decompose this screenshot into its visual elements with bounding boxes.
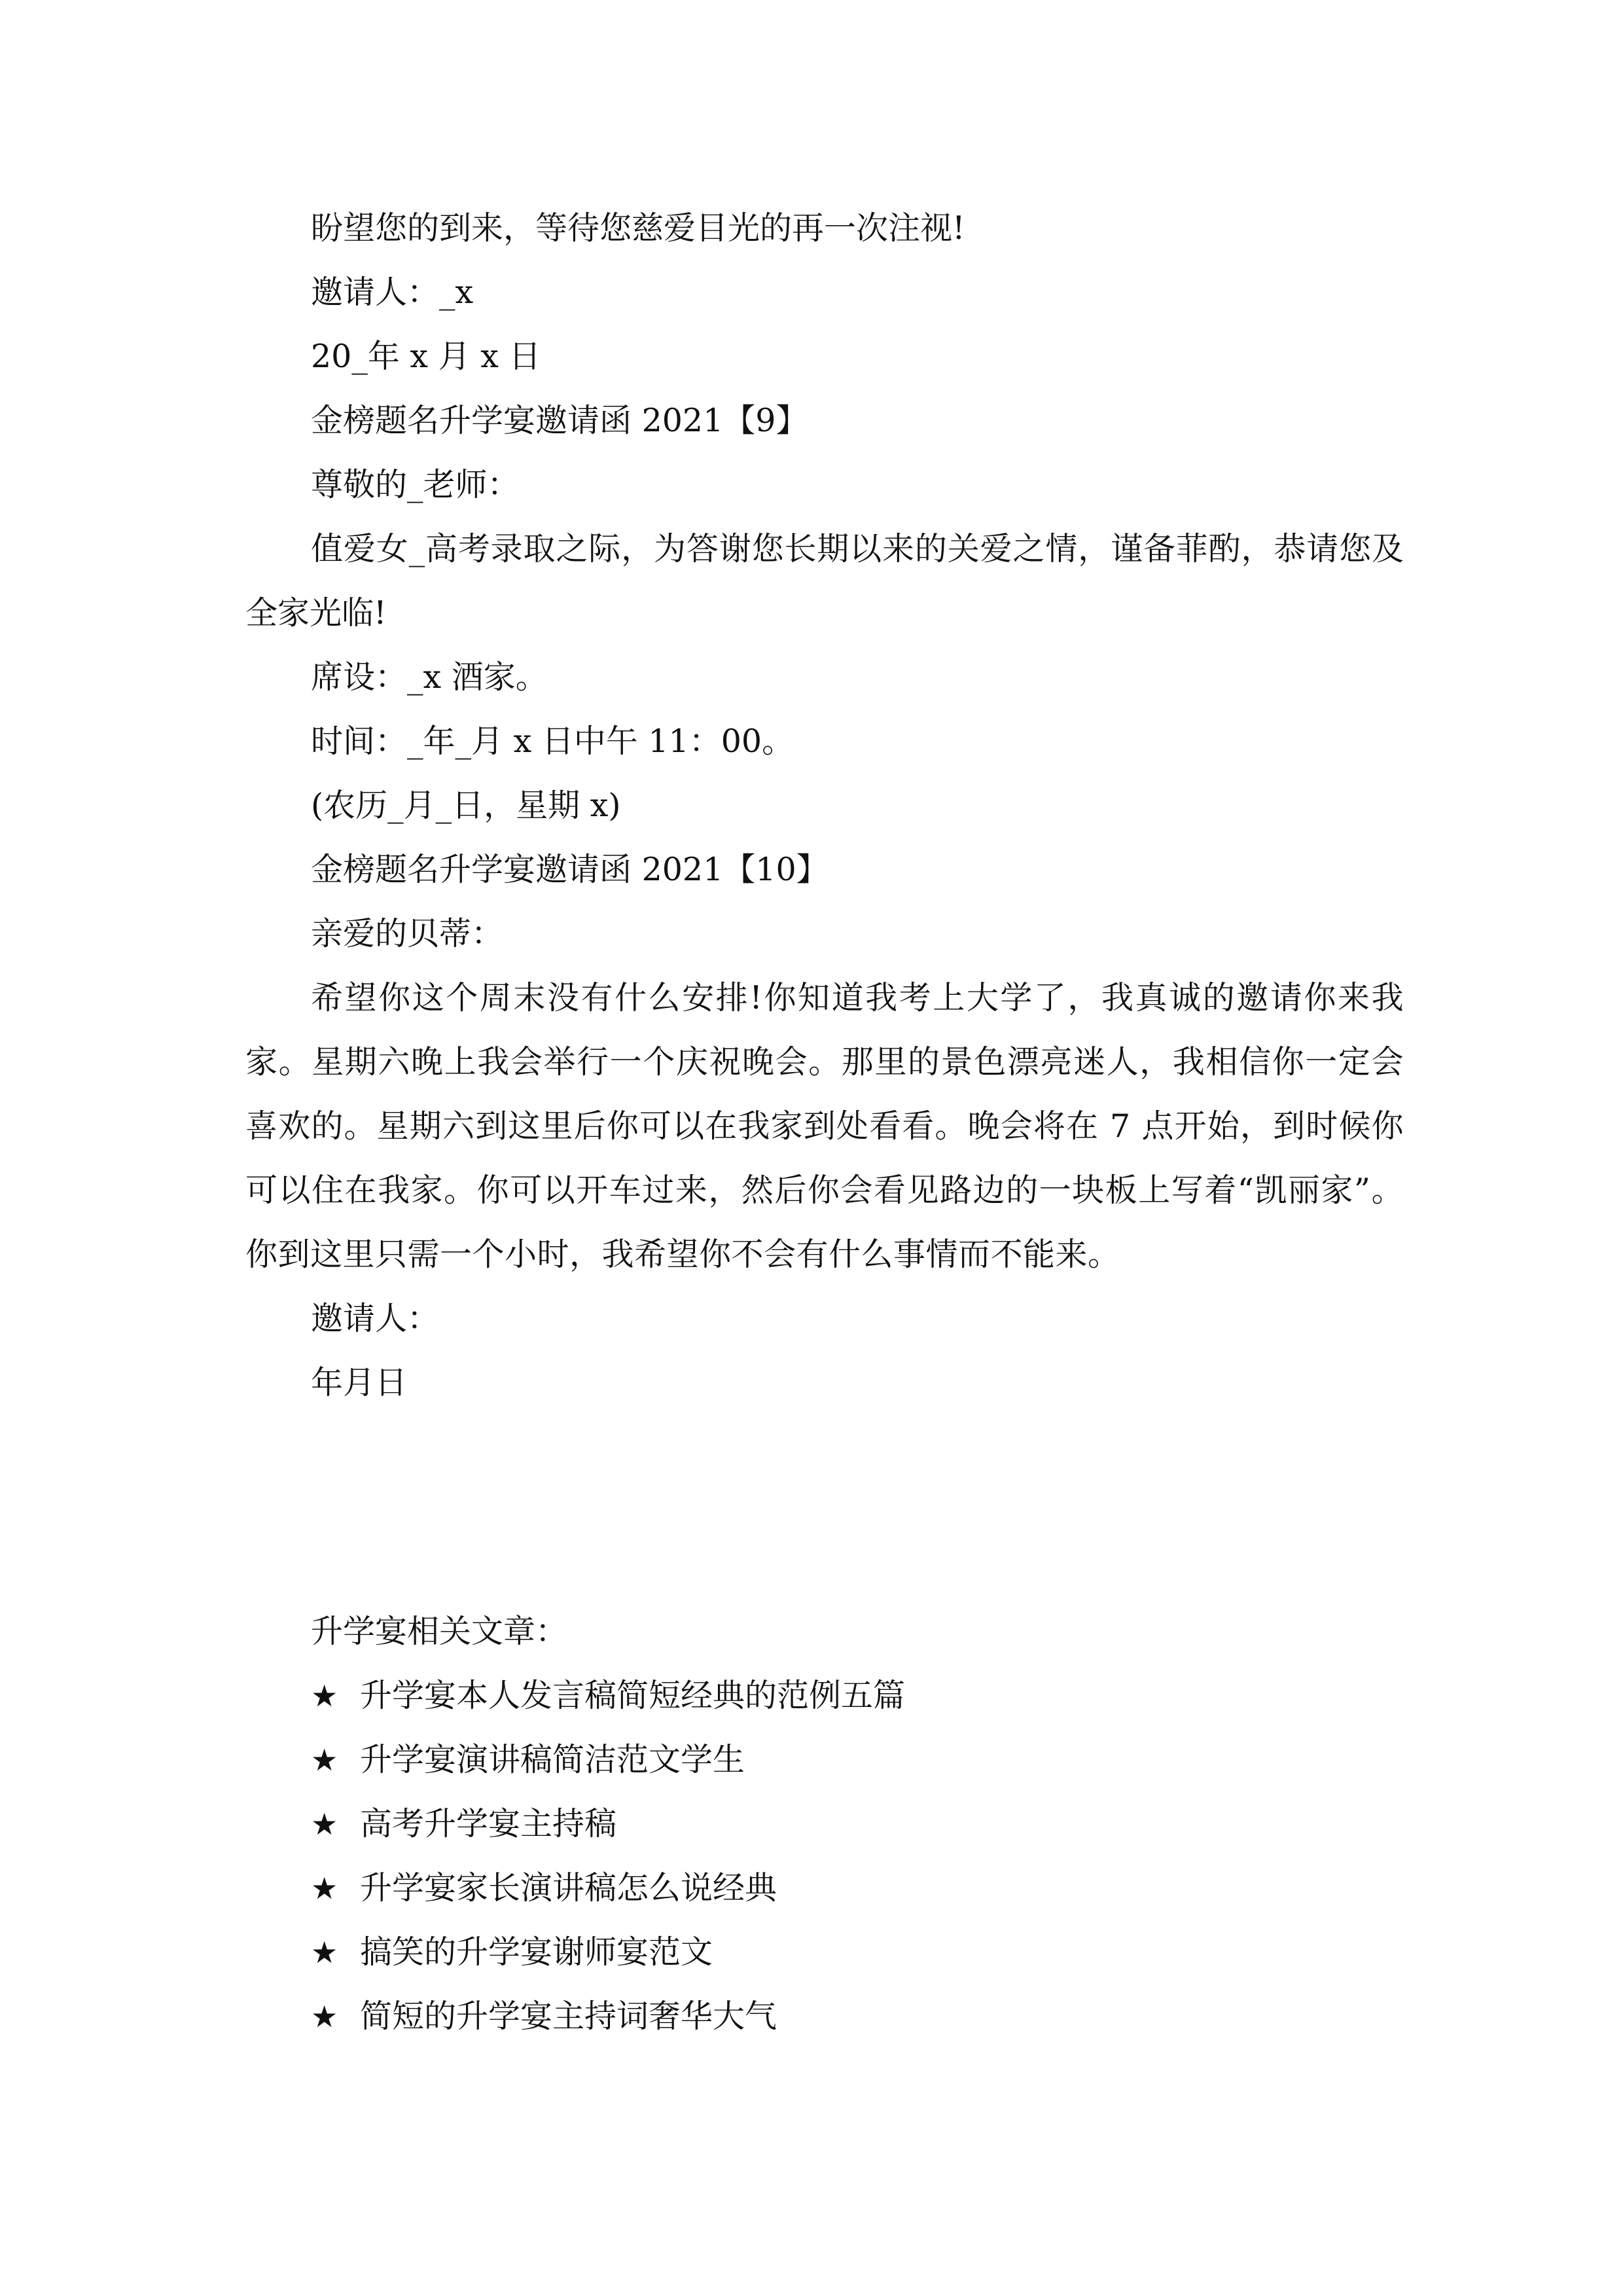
- related-article-item[interactable]: [311, 1728, 1423, 1792]
- star-icon: ★: [311, 1806, 338, 1842]
- document-body: [245, 196, 1404, 1415]
- signature-date-line: 年月日: [311, 1364, 408, 1401]
- inviter-line: 邀请人：_x: [311, 274, 474, 311]
- related-article-link[interactable]: 升学宴家长演讲稿怎么说经典: [360, 1869, 777, 1907]
- related-articles: [311, 1600, 1423, 2049]
- related-articles-title: 升学宴相关文章：: [311, 1613, 568, 1650]
- star-icon: ★: [311, 1935, 338, 1970]
- star-icon: ★: [311, 1678, 338, 1713]
- venue-line: 席设：_x 酒家。: [311, 658, 548, 696]
- related-article-item[interactable]: [311, 1792, 1423, 1856]
- related-article-link[interactable]: 搞笑的升学宴谢师宴范文: [360, 1933, 713, 1971]
- star-icon: ★: [311, 1871, 338, 1906]
- closing-line: 盼望您的到来，等待您慈爱目光的再一次注视!: [311, 209, 965, 247]
- related-article-link[interactable]: 升学宴演讲稿简洁范文学生: [360, 1741, 745, 1778]
- letter-paragraph: 希望你这个周末没有什么安排!你知道我考上大学了，我真诚的邀请你来我家。星期六晚上我会举行一个庆祝晚会。那里的景色漂亮迷人，我相信你一定会喜欢的。星期六到这里后你可以在我家到处看看。晚会将在 7 点开始，到时候你可以住在我家。你可以开车过来，然后你会看见路边的一块板上写着“凯丽家”。你到这里只需一个小时，我希望你不会有什么事情而不能来。: [245, 979, 1404, 1273]
- inviter-signature-line: 邀请人：: [311, 1300, 440, 1337]
- star-icon: ★: [311, 1999, 338, 2034]
- related-article-link[interactable]: 升学宴本人发言稿简短经典的范例五篇: [360, 1677, 906, 1714]
- related-article-link[interactable]: 简短的升学宴主持词奢华大气: [360, 1998, 777, 2035]
- related-article-item[interactable]: [311, 1664, 1423, 1728]
- invitation-paragraph: 值爱女_高考录取之际，为答谢您长期以来的关爱之情，谨备菲酌，恭请您及全家光临!: [245, 530, 1404, 632]
- related-article-item[interactable]: [311, 1856, 1423, 1920]
- related-articles-list: [311, 1664, 1423, 2049]
- star-icon: ★: [311, 1742, 338, 1778]
- related-article-item[interactable]: [311, 1984, 1423, 2049]
- related-article-item[interactable]: [311, 1920, 1423, 1984]
- lunar-date-line: (农历_月_日，星期 x): [311, 787, 621, 824]
- date-line: 20_年 x 月 x 日: [311, 338, 541, 375]
- salutation-betty: 亲爱的贝蒂：: [311, 915, 504, 952]
- salutation-teacher: 尊敬的_老师：: [311, 466, 520, 503]
- time-line: 时间：_年_月 x 日中午 11：00。: [311, 723, 794, 760]
- section-heading-10: 金榜题名升学宴邀请函 2021【10】: [311, 851, 829, 888]
- section-heading-9: 金榜题名升学宴邀请函 2021【9】: [311, 402, 808, 439]
- related-article-link[interactable]: 高考升学宴主持稿: [360, 1805, 617, 1842]
